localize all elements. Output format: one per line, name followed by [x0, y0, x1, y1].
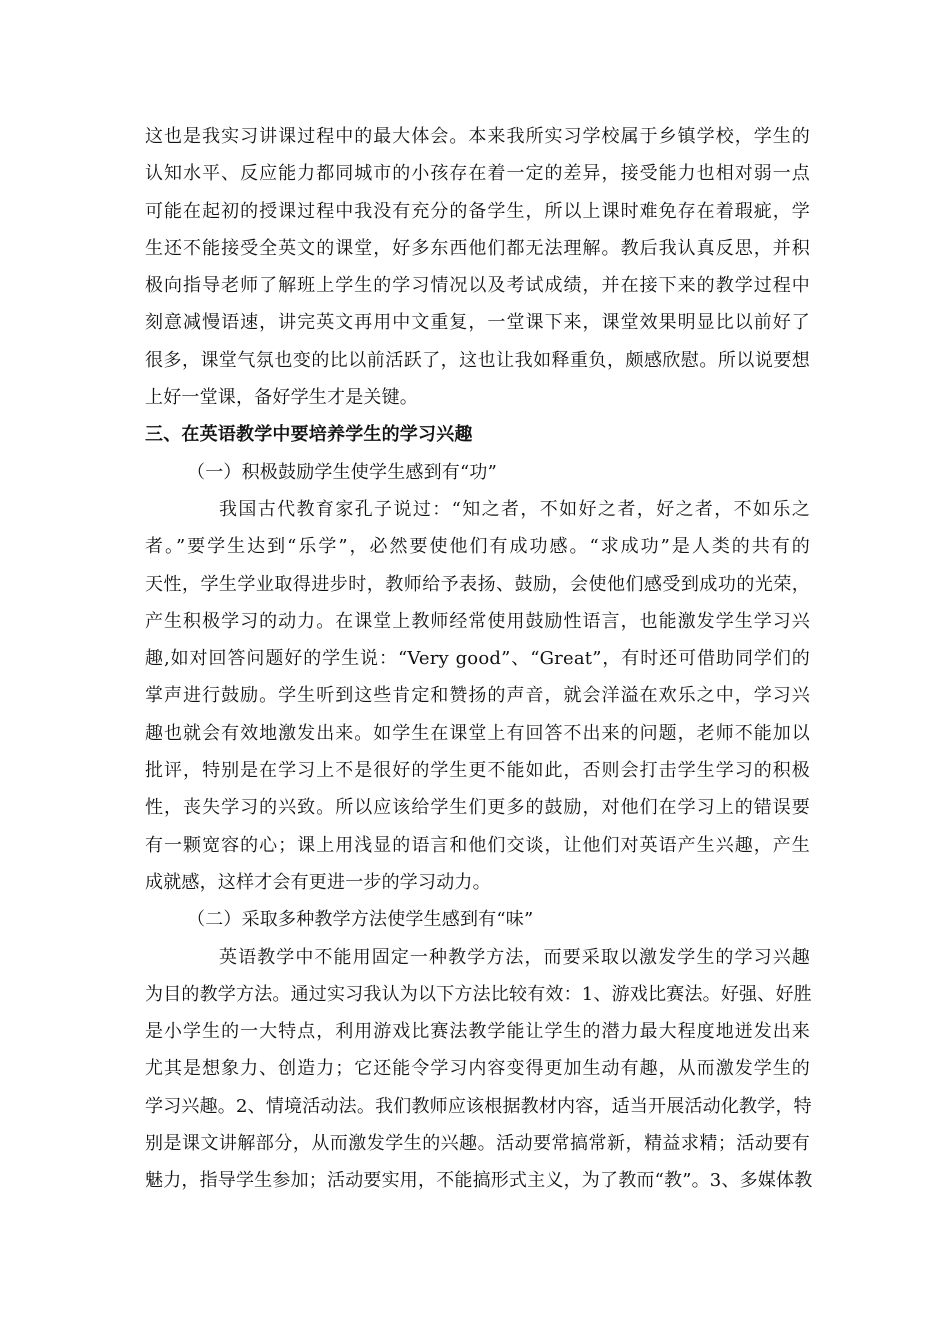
- section-heading: 三、在英语教学中要培养学生的学习兴趣: [145, 424, 473, 446]
- text-line: 英语教学中不能用固定一种教学方法，而要采取以激发学生的学习兴趣: [219, 946, 810, 968]
- subsection-title: （一）积极鼓励学生使学生感到有“功”: [187, 461, 498, 483]
- document-body: [145, 118, 813, 1200]
- text-line: 产生积极学习的动力。在课堂上教师经常使用鼓励性语言，也能激发学生学习兴: [145, 610, 810, 632]
- paragraph-3: [145, 939, 813, 1200]
- text-line: 认知水平、反应能力都同城市的小孩存在着一定的差异，接受能力也相对弱一点: [145, 163, 810, 185]
- text-line: 很多，课堂气氛也变的比以前活跃了，这也让我如释重负，颇感欣慰。所以说要想: [145, 349, 810, 371]
- paragraph-1: [145, 118, 810, 416]
- text-line: 这也是我实习讲课过程中的最大体会。本来我所实习学校属于乡镇学校，学生的: [145, 126, 810, 147]
- text-line: 别是课文讲解部分，从而激发学生的兴趣。活动要常搞常新，精益求精；活动要有: [145, 1133, 810, 1155]
- text-line: 趣,如对回答问题好的学生说：“Very good”、“Great”，有时还可借助同学们的: [145, 648, 810, 670]
- text-line: 趣也就会有效地激发出来。如学生在课堂上有回答不出来的问题，老师不能加以: [145, 722, 810, 744]
- text-line: 可能在起初的授课过程中我没有充分的备学生，所以上课时难免存在着瑕疵，学: [145, 200, 810, 222]
- text-line: 是小学生的一大特点，利用游戏比赛法教学能让学生的潜力最大程度地迸发出来: [145, 1021, 810, 1043]
- text-line: 刻意减慢语速，讲完英文再用中文重复，一堂课下来，课堂效果明显比以前好了: [145, 312, 810, 334]
- text-line: 批评，特别是在学习上不是很好的学生更不能如此，否则会打击学生学习的积极: [145, 760, 810, 782]
- text-line: 学习兴趣。2、情境活动法。我们教师应该根据教材内容，适当开展活动化教学，特: [145, 1095, 812, 1117]
- text-line: 有一颗宽容的心；课上用浅显的语言和他们交谈，让他们对英语产生兴趣，产生: [145, 834, 810, 856]
- text-line: 极向指导老师了解班上学生的学习情况以及考试成绩，并在接下来的教学过程中: [145, 275, 810, 297]
- text-line: 者。”要学生达到“乐学”，必然要使他们有成功感。“求成功”是人类的共有的: [145, 536, 810, 558]
- paragraph-2: [145, 491, 810, 901]
- text-line: 我国古代教育家孔子说过：“知之者，不如好之者，好之者，不如乐之: [219, 498, 810, 520]
- text-line: 生还不能接受全英文的课堂，好多东西他们都无法理解。教后我认真反思，并积: [145, 237, 810, 259]
- text-line: 性，丧失学习的兴致。所以应该给学生们更多的鼓励，对他们在学习上的错误要: [145, 797, 810, 819]
- text-line: 魅力，指导学生参加；活动要实用，不能搞形式主义，为了教而“教”。3、多媒体教: [145, 1170, 813, 1192]
- subsection-title: （二）采取多种教学方法使学生感到有“味”: [187, 909, 534, 931]
- text-line: 成就感，这样才会有更进一步的学习动力。: [145, 871, 491, 893]
- text-line: 上好一堂课，备好学生才是关键。: [145, 387, 418, 409]
- text-line: 掌声进行鼓励。学生听到这些肯定和赞扬的声音，就会洋溢在欢乐之中，学习兴: [145, 685, 810, 707]
- text-line: 为目的教学方法。通过实习我认为以下方法比较有效：1、游戏比赛法。好强、好胜: [145, 983, 812, 1005]
- text-line: 天性，学生学业取得进步时，教师给予表扬、鼓励，会使他们感受到成功的光荣，: [145, 573, 810, 595]
- text-line: 尤其是想象力、创造力；它还能令学习内容变得更加生动有趣，从而激发学生的: [145, 1058, 810, 1080]
